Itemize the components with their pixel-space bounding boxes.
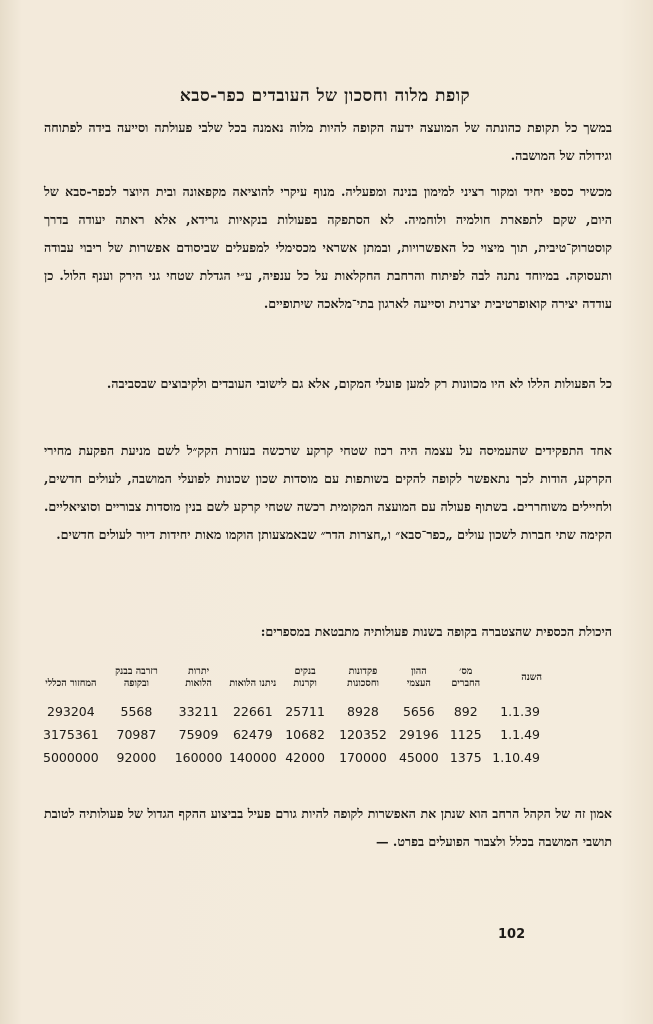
table-cell: 25711 [285,704,325,719]
paragraph-4: אחד התפקידים שהעמיסה על עצמה היה רכוז שטחי קרקע שרכשה בעזרת הקק״ל לשם מניעת הפקעת מחירי הקרקע, הודות לכך נתאפשר לקופה להקים בשותפות עם מוסדות שכון שכונות לפועלי המושבה, לעולים חדשים, ולחיילים משוחררים. בשתוף פעולה עם המועצה המקומית רכשה שטחי קרקע לשם בנין מוסדות צבוריים וסוציאליים. הקימה שתי חברות לשכון עולים „כפר־סבא״ ו„חצרות הדר״ שבאמצעותן הוקמו מאות יחידות דיור לעולים חדשים. [44,443,612,542]
header-year: השנה [521,672,542,683]
table-header-row [40,666,550,700]
header-banks: בנקים וקרנות [293,666,317,689]
page-number: 102 [498,927,526,942]
header-equity: ההון העצמי [406,666,431,689]
table-cell: 22661 [232,704,273,719]
table-cell: 75909 [178,727,219,742]
paragraph-5: אמון זה של הקהל הרחב הוא שנתן את האפשרות לקופה להיות גורם פעיל בביצוע ההקף הגדול של פעולותיה לטובת תושבי המושבה בכלל ולצבור הפועלים בפרט. — [44,806,612,849]
paragraph-1: במשך כל תקופת כהונתה של המועצה ידעה הקופה להיות מלוה נאמנה בכל שלבי פעולתה וסייעה בידה לפתוחה וגידולה של המושבה. [44,120,612,163]
table-row [40,700,550,723]
table-cell: 3175361 [43,727,99,742]
table-cell: 5656 [402,704,435,719]
table-cell: 70987 [116,727,157,742]
header-turnover: המחזור הכללי [45,678,97,689]
paragraph-2: מכשיר כספי יחיד ומקור רציני למימון בנינה ומפעליה. מנוף עיקרי להוציאה מקפאונה ובית היוצר לכפר-סבא של היום, שקם לתפארת חולמיה ולוחמיה. לא הסתפקה בפעולות בנקאיות גרידא, אלא ראתה יעודה בדרך קוסטרוק־טיבית, תוך מיצוי כל האפשרויות, ובמתן אשראי מכסימלי למפעלים שביסודם אפשרות של ריבוי עבודה ותעסוקה. במיוחד נתנה לבה לפיתוח והרחבת החקלאות על כל ענפיה, ע״י הגדלת שטחי גני הירק וענף הלול. כן עודדה יצירה קואופרטיבית יצרנית וסייעה לארגון בתי־מלאכה שיתופיים. [44,184,612,311]
table-cell: 33211 [178,704,219,719]
header-deposits: פקדונות וחסכונות [347,666,379,689]
table-intro: היכולת הכספית שהצטברה בקופה בשנות פעולותיה מתבטאת במספרים: [260,624,612,639]
table-cell: 10682 [285,727,325,742]
table-row [40,746,550,769]
table-cell: 1.1.49 [500,727,540,742]
financial-table [40,666,550,769]
header-loan-balances: יתרות הלואות [185,666,212,689]
table-cell: 293204 [47,704,95,719]
table-cell: 5000000 [43,750,99,765]
table-cell: 170000 [339,750,387,765]
table-cell: 1125 [449,727,482,742]
table-cell: 140000 [228,750,277,765]
table-cell: 1.1.39 [500,704,540,719]
table-cell: 92000 [116,750,157,765]
table-cell: 8928 [347,704,379,719]
table-cell: 29196 [398,727,439,742]
table-cell: 892 [453,704,478,719]
table-cell: 1375 [449,750,482,765]
paragraph-3: כל הפעולות הללו לא היו מכוונות רק למען פועלי המקום, אלא גם לישובי העובדים ולקיבוצים שבסביבה. [106,376,612,391]
table-cell: 1.10.49 [492,750,540,765]
table-cell: 62479 [232,727,273,742]
table-cell: 120352 [339,727,387,742]
table-row [40,723,550,746]
table-cell: 160000 [174,750,223,765]
page-title: קופת מלוה וחסכון של העובדים כפר-סבא [179,86,471,106]
header-members: מס׳ החברים [451,666,481,689]
header-reserve: רזרבה בבנק ובקופה [115,666,158,689]
table-cell: 42000 [285,750,325,765]
table-cell: 45000 [398,750,439,765]
header-loans-given: ניתנו הלואות [229,678,277,689]
table-cell: 5568 [120,704,153,719]
